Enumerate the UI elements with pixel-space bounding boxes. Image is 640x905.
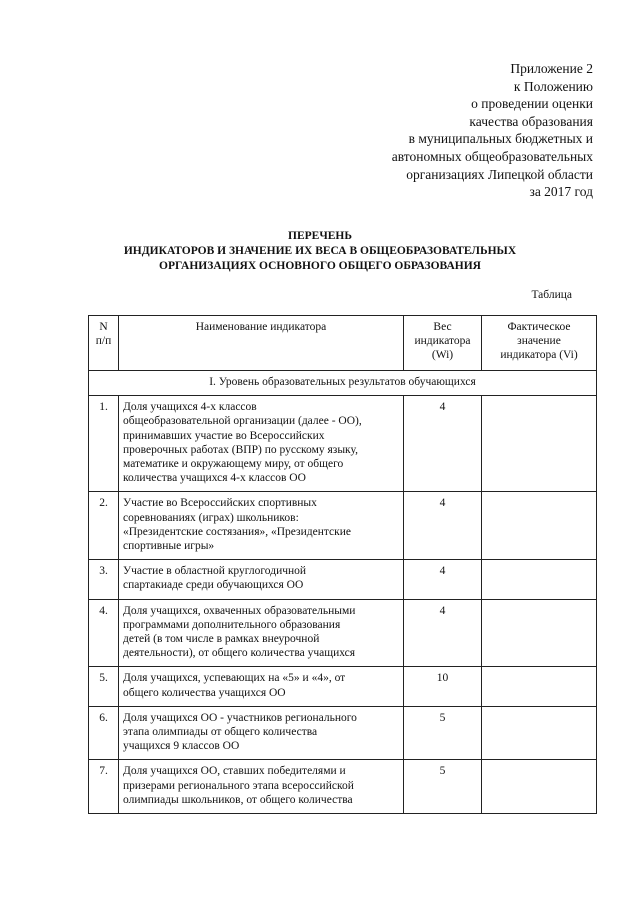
indicator-weight: 4 [404,599,482,667]
row-number: 7. [89,760,119,814]
appendix-note [392,60,593,201]
indicator-name-line: олимпиады школьников, от общего количества [123,793,353,806]
indicator-name-line: учащихся 9 классов ОО [123,740,240,753]
appendix-line: автономных общеобразовательных [391,148,593,164]
appendix-line: за 2017 год [529,184,593,200]
indicator-name-line: детей (в том числе в рамках внеурочной [123,633,320,646]
appendix-line: качества образования [469,113,593,129]
indicator-name-line: Доля учащихся ОО - участников регионального [123,711,357,724]
indicator-name-line: соревнованиях (играх) школьников: [123,511,299,524]
header-text: индикатора [414,335,471,348]
row-number: 1. [89,396,119,492]
title-line: ОРГАНИЗАЦИЯХ ОСНОВНОГО ОБЩЕГО ОБРАЗОВАНИЯ [159,260,481,272]
indicator-name-line: спортивные игры» [123,540,215,553]
section-title: I. Уровень образовательных результатов обучающихся [89,371,597,396]
table-row [89,560,597,599]
table-row [89,667,597,706]
indicator-name-line: Доля учащихся 4-х классов [123,401,257,414]
table-header-row [89,316,597,371]
header-text: (Wi) [431,349,454,362]
row-number: 3. [89,560,119,599]
indicator-name [119,667,404,706]
title-line: ПЕРЕЧЕНЬ [288,230,352,242]
indicator-actual-value [482,667,597,706]
row-number: 5. [89,667,119,706]
indicators-table [88,315,597,814]
appendix-line: Приложение 2 [510,61,593,76]
header-text: значение [517,335,561,348]
header-actual-value [482,316,597,371]
indicator-actual-value [482,760,597,814]
indicator-weight: 5 [404,706,482,760]
indicator-name [119,560,404,599]
indicator-name [119,492,404,560]
indicator-weight: 5 [404,760,482,814]
header-text: Фактическое [507,321,571,333]
header-weight [404,316,482,371]
row-number: 6. [89,706,119,760]
indicator-name-line: количества учащихся 4-х классов ОО [123,472,306,485]
indicator-name-line: спартакиаде среди обучающихся ОО [123,579,304,592]
appendix-line: организациях Липецкой области [406,166,593,182]
indicator-name-line: деятельности), от общего количества учащихся [123,647,356,660]
indicator-actual-value [482,706,597,760]
header-number [89,316,119,371]
indicator-weight: 4 [404,560,482,599]
indicator-name-line: общеобразовательной организации (далее - ОО), [123,415,362,428]
appendix-line: о проведении оценки [471,96,593,112]
appendix-line: в муниципальных бюджетных и [408,131,593,147]
indicator-name [119,706,404,760]
indicator-name-line: Участие в областной круглогодичной [123,565,307,578]
indicator-weight: 4 [404,396,482,492]
indicator-name [119,760,404,814]
indicator-name-line: проверочных работах (ВПР) по русскому языку, [123,443,358,456]
document-title [0,229,640,274]
table-row [89,760,597,814]
indicator-name [119,599,404,667]
header-text: Вес [433,321,452,333]
indicator-name-line: принимавших участие во Всероссийских [123,429,325,442]
section-row [89,371,597,396]
indicator-name-line: математике и окружающему миру, от общего [123,458,344,471]
table-caption: Таблица [531,289,572,301]
table-row [89,706,597,760]
indicator-actual-value [482,560,597,599]
indicator-name-line: «Президентские состязания», «Президентские [123,525,351,538]
appendix-line: к Положению [513,78,593,94]
table-row [89,396,597,492]
indicator-weight: 4 [404,492,482,560]
header-indicator-name [119,316,404,371]
title-line: ИНДИКАТОРОВ И ЗНАЧЕНИЕ ИХ ВЕСА В ОБЩЕОБРАЗОВАТЕЛЬНЫХ [123,245,517,257]
indicator-name-line: этапа олимпиады от общего количества [123,726,318,739]
indicator-name-line: Доля учащихся, охваченных образовательными [123,604,356,617]
header-text: N [99,321,108,333]
table-row [89,599,597,667]
indicator-weight: 10 [404,667,482,706]
indicator-actual-value [482,492,597,560]
indicator-name-line: Участие во Всероссийских спортивных [123,497,317,510]
indicator-name-line: призерами регионального этапа всероссийской [123,779,354,792]
indicator-actual-value [482,396,597,492]
indicator-name-line: Доля учащихся ОО, ставших победителями и [123,765,346,778]
table-row [89,492,597,560]
header-text: п/п [95,335,112,348]
indicator-name-line: программами дополнительного образования [123,618,341,631]
indicator-actual-value [482,599,597,667]
indicator-name-line: Доля учащихся, успевающих на «5» и «4», от [123,672,346,685]
indicator-name-line: общего количества учащихся ОО [123,686,286,699]
row-number: 4. [89,599,119,667]
row-number: 2. [89,492,119,560]
header-text: индикатора (Vi) [500,349,578,362]
header-text: Наименование индикатора [195,321,327,333]
indicator-name [119,396,404,492]
